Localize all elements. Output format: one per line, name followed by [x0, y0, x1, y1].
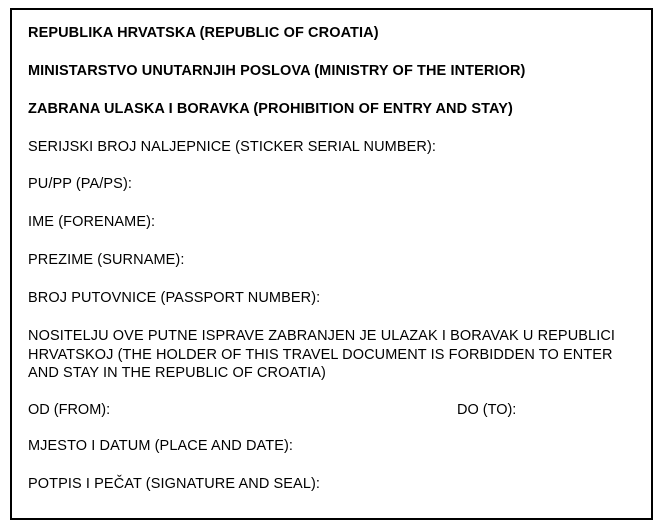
field-label-signature-and-seal: POTPIS I PEČAT (SIGNATURE AND SEAL): — [28, 476, 321, 493]
heading-republic-of-croatia: REPUBLIKA HRVATSKA (REPUBLIC OF CROATIA) — [28, 25, 379, 41]
field-label-surname: PREZIME (SURNAME): — [28, 252, 185, 269]
heading-prohibition-of-entry-and-stay: ZABRANA ULASKA I BORAVKA (PROHIBITION OF ENTRY AND STAY) — [28, 100, 513, 117]
field-label-to: DO (TO): — [457, 402, 517, 419]
field-label-place-and-date: MJESTO I DATUM (PLACE AND DATE): — [28, 438, 294, 455]
field-label-from: OD (FROM): — [28, 402, 111, 419]
field-label-passport-number: BROJ PUTOVNICE (PASSPORT NUMBER): — [28, 289, 321, 306]
prohibition-statement-paragraph: NOSITELJU OVE PUTNE ISPRAVE ZABRANJEN JE ULAZAK I BORAVAK U REPUBLICI HRVATSKOJ (THE HOLDER OF THIS TRAVEL DOCUMENT IS FORBIDDEN TO ENTER AND STAY IN THE REPUBLIC OF CROATIA) — [28, 327, 616, 382]
heading-ministry-of-interior: MINISTARSTVO UNUTARNJIH POSLOVA (MINISTRY OF THE INTERIOR) — [28, 62, 526, 79]
field-label-pu-pp: PU/PP (PA/PS): — [28, 176, 133, 193]
field-label-forename: IME (FORENAME): — [28, 214, 156, 231]
prohibition-of-entry-form — [10, 8, 653, 520]
validity-period-row — [28, 402, 635, 418]
field-label-sticker-serial-number: SERIJSKI BROJ NALJEPNICE (STICKER SERIAL NUMBER): — [28, 138, 437, 155]
